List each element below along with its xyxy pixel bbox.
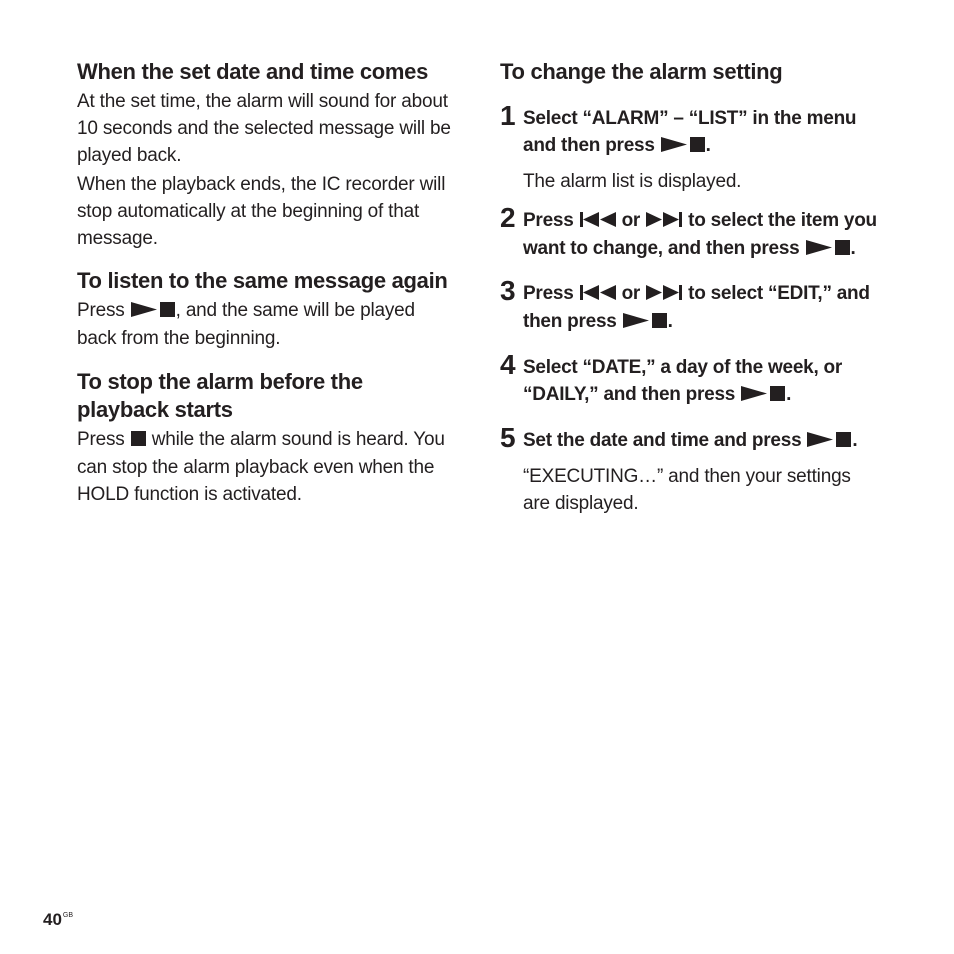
step-2 — [500, 202, 880, 263]
section-heading: To change the alarm setting — [500, 59, 783, 84]
step-number: 2 — [500, 202, 516, 233]
step-number: 3 — [500, 275, 516, 306]
section-heading: When the set date and time comes — [77, 59, 429, 84]
text-segment: . — [852, 430, 858, 451]
section-alarm-comes — [77, 58, 452, 252]
step-4 — [500, 349, 880, 409]
next-track-icon — [646, 208, 682, 235]
text-segment: to select “EDIT,” and then press — [523, 283, 870, 332]
section-paragraph — [77, 297, 452, 352]
play-stop-icon — [807, 428, 851, 455]
text-segment: Select “ALARM” – “LIST” in the menu and then press — [523, 108, 857, 156]
page-number — [43, 910, 73, 930]
stop-icon — [131, 427, 146, 454]
next-track-icon — [646, 281, 682, 308]
region-code: GB — [62, 912, 74, 919]
right-column — [500, 58, 880, 517]
play-stop-icon — [741, 382, 785, 409]
text-segment: . — [667, 311, 673, 332]
text-segment: or — [616, 283, 646, 304]
text-segment: Press — [523, 210, 579, 231]
page-number-value: 40 — [43, 910, 62, 929]
step-text — [523, 207, 880, 263]
section-paragraph — [77, 426, 452, 508]
step-text — [523, 427, 880, 455]
step-note: The alarm list is displayed. — [523, 171, 742, 192]
text-segment: or — [616, 210, 646, 231]
previous-track-icon — [580, 208, 616, 235]
text-segment: Press — [523, 283, 579, 304]
step-number: 4 — [500, 349, 516, 380]
play-stop-icon — [131, 298, 175, 325]
text-segment: Press — [77, 300, 130, 321]
text-segment: , and the same will be played back from the beginning. — [77, 300, 415, 349]
text-segment: Press — [77, 429, 130, 450]
text-segment: . — [786, 384, 792, 405]
play-stop-icon — [806, 236, 850, 263]
text-segment: . — [850, 238, 856, 259]
step-5 — [500, 422, 880, 455]
text-segment: to select the item you want to change, and then press — [523, 210, 877, 259]
left-column — [77, 58, 452, 508]
step-text — [523, 105, 880, 160]
text-segment: . — [705, 135, 711, 156]
text-segment: while the alarm sound is heard. You can stop the alarm playback even when the HOLD function is activated. — [77, 429, 445, 505]
text-segment: Select “DATE,” a day of the week, or “DAILY,” and then press — [523, 357, 843, 405]
section-paragraph: When the playback ends, the IC recorder will stop automatically at the beginning of that message. — [77, 174, 446, 249]
step-text — [523, 280, 880, 336]
previous-track-icon — [580, 281, 616, 308]
section-stop-alarm — [77, 368, 452, 508]
text-segment: Set the date and time and press — [523, 430, 807, 451]
section-heading: To listen to the same message again — [77, 268, 448, 293]
section-paragraph: At the set time, the alarm will sound for about 10 seconds and the selected message will be played back. — [77, 91, 451, 166]
play-stop-icon — [623, 309, 667, 336]
section-listen-again — [77, 267, 452, 352]
step-3 — [500, 275, 880, 336]
step-text — [523, 354, 880, 409]
step-note: “EXECUTING…” and then your settings are displayed. — [523, 466, 851, 514]
step-number: 5 — [500, 422, 516, 453]
step-1 — [500, 100, 880, 160]
section-heading: To stop the alarm before the playback starts — [77, 369, 363, 422]
step-number: 1 — [500, 100, 516, 131]
play-stop-icon — [661, 133, 705, 160]
